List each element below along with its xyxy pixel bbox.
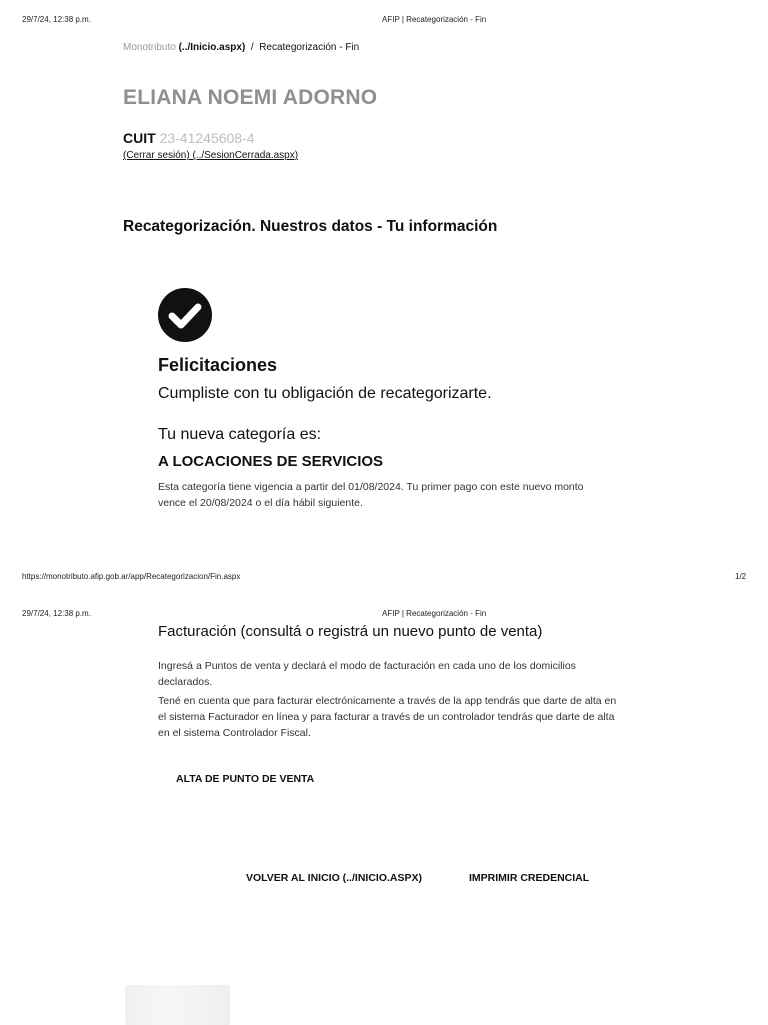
blurred-image bbox=[125, 985, 230, 1025]
breadcrumb-separator: / bbox=[250, 42, 254, 53]
breadcrumb-root[interactable]: Monotributo bbox=[123, 42, 176, 53]
print-datetime: 29/7/24, 12:38 p.m. bbox=[22, 15, 91, 24]
print-page-number: 1/2 bbox=[735, 572, 747, 581]
back-home-button[interactable]: VOLVER AL INICIO (../INICIO.ASPX) bbox=[246, 872, 422, 884]
breadcrumb-root-link[interactable]: (../Inicio.aspx) bbox=[178, 42, 246, 53]
billing-paragraph-2: Tené en cuenta que para facturar electrónicamente a través de la app tendrás que darte de alta en el sistema Facturador en línea y para facturar a través de un controlador tendrás que darte de alta en el sistema Controlador Fiscal. bbox=[158, 695, 617, 739]
breadcrumb bbox=[123, 42, 359, 53]
cuit-line bbox=[123, 130, 255, 146]
breadcrumb-current: Recategorización - Fin bbox=[259, 42, 360, 53]
add-point-of-sale-button[interactable]: ALTA DE PUNTO DE VENTA bbox=[176, 773, 315, 785]
validity-text: Esta categoría tiene vigencia a partir del 01/08/2024. Tu primer pago con este nuevo monto vence el 20/08/2024 o el día hábil siguiente. bbox=[158, 481, 584, 509]
print-datetime-page2: 29/7/24, 12:38 p.m. bbox=[22, 609, 91, 618]
success-message: Cumpliste con tu obligación de recategorizarte. bbox=[158, 385, 492, 402]
cuit-label: CUIT bbox=[123, 130, 156, 146]
section-title: Recategorización. Nuestros datos - Tu información bbox=[123, 218, 498, 235]
print-url: https://monotributo.afip.gob.ar/app/Recategorizacion/Fin.aspx bbox=[22, 572, 241, 581]
print-title: AFIP | Recategorización - Fin bbox=[382, 15, 487, 24]
check-circle-icon bbox=[157, 287, 213, 343]
billing-title: Facturación (consultá o registrá un nuevo punto de venta) bbox=[158, 623, 543, 640]
logout-link[interactable]: (Cerrar sesión) (../SesionCerrada.aspx) bbox=[123, 150, 299, 161]
user-name: ELIANA NOEMI ADORNO bbox=[123, 86, 378, 109]
congrats-title: Felicitaciones bbox=[158, 355, 278, 375]
new-category-value: A LOCACIONES DE SERVICIOS bbox=[158, 453, 384, 470]
billing-paragraph-1: Ingresá a Puntos de venta y declará el modo de facturación en cada uno de los domicilios declarados. bbox=[158, 660, 576, 688]
print-credential-button[interactable]: IMPRIMIR CREDENCIAL bbox=[469, 872, 590, 884]
cuit-value: 23-41245608-4 bbox=[159, 130, 255, 146]
print-title-page2: AFIP | Recategorización - Fin bbox=[382, 609, 487, 618]
new-category-label: Tu nueva categoría es: bbox=[158, 426, 322, 443]
